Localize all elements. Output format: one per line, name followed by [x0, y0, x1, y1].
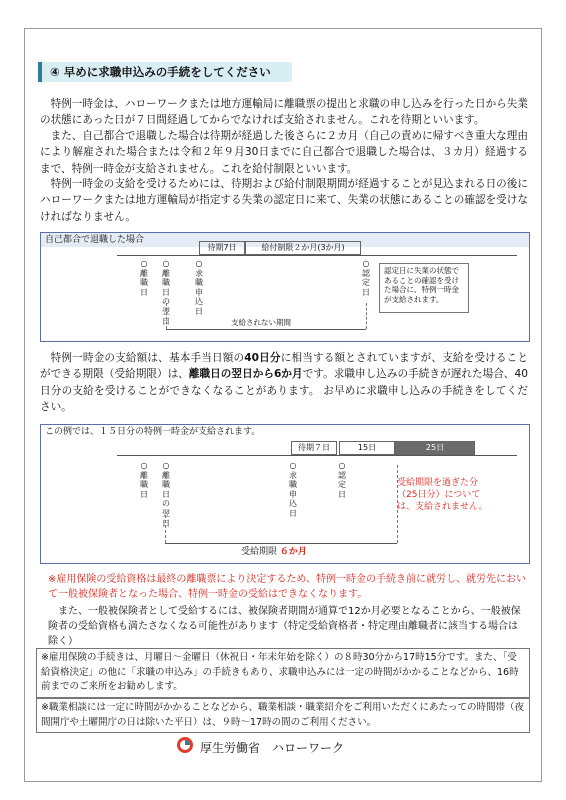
paragraph-general-insured: また、一般被保険者として受給するには、被保険者期間が通算で12か月必要となることから、一般被保険者の受給資格も満たさなくなる可能性があります（特定受給資格者・特定理由離職者に該当する場合は除く） — [48, 606, 521, 647]
diagram-self-resign — [40, 232, 530, 342]
days-15-cell: 15日 — [339, 441, 395, 455]
diagram-example — [40, 424, 530, 564]
wait-cell-2: 待期７日 — [291, 441, 337, 455]
red-notice: ※雇用保険の受給資格は最終の離職票により決定するため、特例一時金の手続き前に就労し、就労先において一般被保険者となった場合、特例一時金の受給はできなくなります。 — [48, 574, 526, 600]
diagram-title: 自己都合で退職した場合 — [41, 233, 529, 247]
days-25-cell: 25日 — [395, 441, 475, 455]
paragraph-amount: 特例一時金の支給額は、基本手当日額の40日分に相当する額とされていますが、支給を受けることができる期限（受給期限）は、離職日の翌日から6か月です。求職申し込みの手続きが遅れた場合、40日分の支給を受けることができなくなることがあります。 お早めに求職申し込みの手続きをしてください。 — [40, 352, 529, 414]
period-arrow-2 — [165, 543, 397, 544]
certification-note: 認定日に失業の状態であることの確認を受けた場合に、特例一時金が支給されます。 — [379, 263, 469, 313]
marker2-next-day: ○離職日の翌日 — [162, 461, 170, 528]
footer-org: 厚生労働省 ハローワーク — [200, 741, 345, 755]
section-heading: ④ 早めに求職申込みの手続をしてください — [38, 62, 292, 82]
dash-left — [166, 303, 167, 329]
marker2-application-day: ○求職申込日 — [289, 461, 297, 518]
marker-leaving-day: ○離職日 — [140, 259, 148, 297]
marker-certification-day: ○認定日 — [362, 259, 370, 297]
note-counseling: ※職業相談には一定に時間がかかることなどから、職業相談・職業紹介をご利用いただくにあたっての時間帯（夜間開庁や土曜開庁の日は除いた平日）は、９時～17時の間のご利用ください。 — [36, 698, 530, 733]
dash-right — [366, 303, 367, 329]
marker2-leaving-day: ○離職日 — [140, 461, 148, 499]
period-label: 支給されない期間 — [231, 318, 291, 327]
wait-period-cell: 待期7日 — [199, 241, 245, 255]
diagram2-title: この例では、１５日分の特例一時金が支給されます。 — [41, 425, 529, 439]
timeline-line — [117, 255, 517, 256]
marker2-certification-day: ○認定日 — [338, 461, 346, 499]
marker-next-day: ○離職日の翌日 — [162, 259, 170, 326]
marker-application-day: ○求職申込日 — [195, 259, 203, 316]
note-hours: ※雇用保険の手続きは、月曜日～金曜日（休祝日・年末年始を除く）の８時30分から17時15分です。また、「受給資格決定」の他に「求職の申込み」の手続きもあり、求職申込みには一定の時間がかかることなどから、16時前までのご来所をお勧めします。 — [36, 648, 530, 698]
paragraph-restriction: また、自己都合で退職した場合は待期が経過した後さらに２カ月（自己の責めに帰すべき重大な理由により解雇された場合または令和２年９月30日までに自己都合で退職した場合は、３カ月）経過するまで、特例一時金が支給されません。これを給付制限といいます。 — [40, 130, 528, 175]
expired-note: 受給期限を過ぎた分（25日分）については、支給されません。 — [397, 478, 488, 512]
period-arrow — [166, 329, 366, 330]
dash2-left — [165, 515, 166, 543]
paragraph-certification: 特例一時金の支給を受けるためには、待期および給付制限期間が経過することが見込まれる日の後にハローワークまたは地方運輸局が指定する失業の認定日に来て、失業の状態にあることの確認を受けなければなりません。 — [40, 178, 528, 223]
mhlw-logo-icon — [176, 736, 194, 754]
restriction-period-cell: 給付制限２か月(3か月) — [245, 241, 361, 255]
deadline-label: 受給期限 ６か月 — [241, 547, 307, 557]
dash2-right — [397, 465, 398, 543]
paragraph-waiting: 特例一時金は、ハローワークまたは地方運輸局に離職票の提出と求職の申し込みを行った日から失業の状態にあった日が７日間経過してからでなければ支給されません。これを待期といいます。 — [40, 98, 528, 127]
timeline-line-2 — [117, 455, 517, 456]
